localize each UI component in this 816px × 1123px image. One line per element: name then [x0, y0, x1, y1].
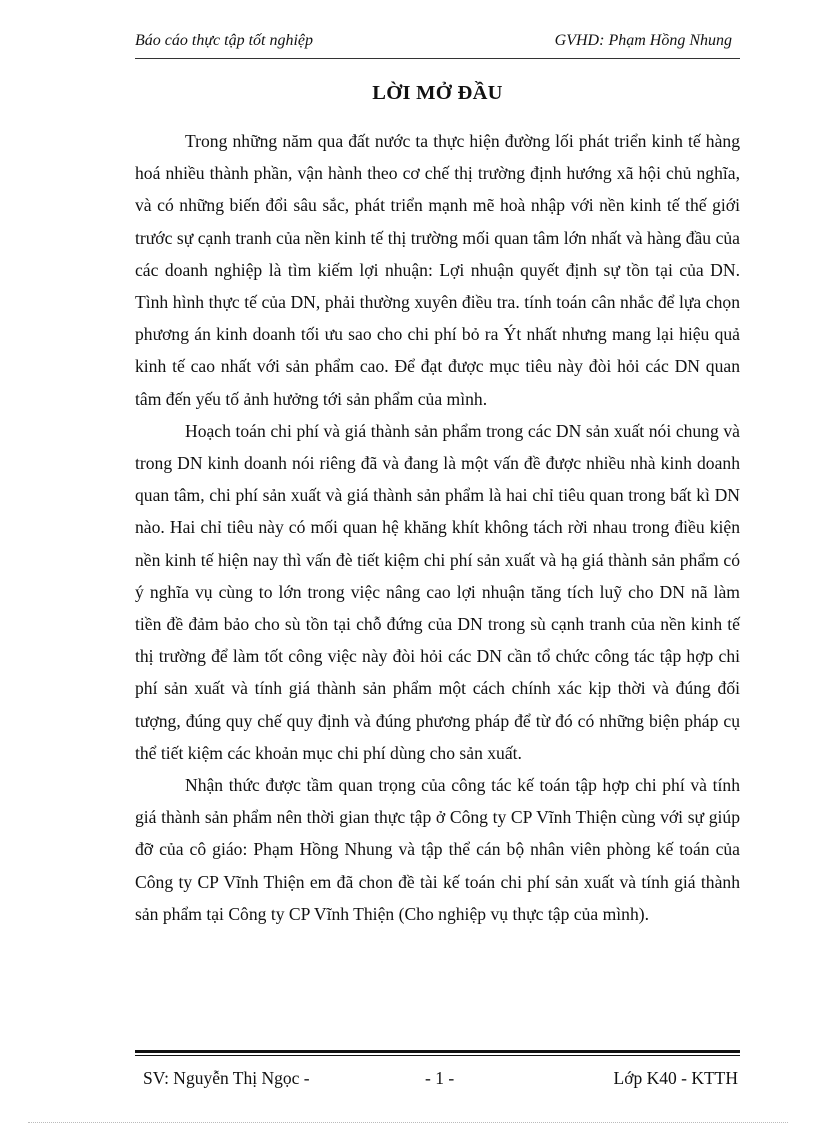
header-rule [135, 58, 740, 59]
footer-rule-thin [135, 1055, 740, 1056]
header-report-title: Báo cáo thực tập tốt nghiệp [135, 32, 314, 49]
body-text [135, 125, 740, 930]
page-footer [135, 1048, 740, 1108]
footer-class: Lớp K40 - KTTH [613, 1068, 738, 1088]
paragraph-3: Nhận thức được tầm quan trọng của công tác kế toán tập hợp chi phí và tính giá thành sản phẩm nên thời gian thực tập ở Công ty CP Vĩnh Thiện cùng với sự giúp đỡ của cô giáo: Phạm Hồng Nhung và tập thể cán bộ nhân viên phòng kế toán của Công ty CP Vĩnh Thiện em đã chon đề tài kế toán chi phí sản xuất và tính giá thành sản phẩm tại Công ty CP Vĩnh Thiện (Cho nghiệp vụ thực tập của mình). [135, 775, 740, 924]
footer-page-number: - 1 - [425, 1068, 455, 1088]
footer-rule-thick [135, 1050, 740, 1053]
footer-student: SV: Nguyễn Thị Ngọc - [143, 1068, 310, 1088]
header-supervisor: GVHD: Phạm Hồng Nhung [554, 32, 732, 49]
page-header [135, 30, 740, 60]
paragraph-2: Hoạch toán chi phí và giá thành sản phẩm trong các DN sản xuất nói chung và trong DN kinh doanh nói riêng đã và đang là một vấn đề được nhiều nhà kinh doanh quan tâm, chi phí sản xuất và giá thành sản phẩm là hai chỉ tiêu quan trong bất kì DN nào. Hai chỉ tiêu này có mối quan hệ khăng khít không tách rời nhau trong điều kiện nền kinh tế hiện nay thì vấn đè tiết kiệm chi phí sản xuất và hạ giá thành sản phẩm có ý nghĩa vụ cùng to lớn trong việc nâng cao lợi nhuận tăng tích luỹ cho DN nã làm tiền đề đảm bảo cho sù tồn tại chỗ đứng của DN trong sù cạnh tranh của nền kinh tế thị trường để làm tốt công việc này đòi hỏi các DN cần tổ chức công tác tập hợp chi phí sản xuất và tính giá thành sản phẩm một cách chính xác kịp thời và đúng đối tượng, đúng quy chế quy định và đúng phương pháp để từ đó có những biện pháp cụ thể tiết kiệm các khoản mục chi phí dùng cho sản xuất. [135, 420, 740, 763]
page-title: LỜI MỞ ĐẦU [372, 82, 503, 104]
paragraph-1: Trong những năm qua đất nước ta thực hiện đường lối phát triển kinh tế hàng hoá nhiều thành phần, vận hành theo cơ chế thị trường định hướng xã hội chủ nghĩa, và có những biến đổi sâu sắc, phát triển mạnh mẽ hoà nhập với nền kinh tế thế giới trước sự cạnh tranh của nền kinh tế thị trường mối quan tâm lớn nhất và hàng đầu của các doanh nghiệp là tìm kiếm lợi nhuận: Lợi nhuận quyết định sự tồn tại của DN. Tình hình thực tế của DN, phải thường xuyên điều tra. tính toán cân nhắc để lựa chọn phương án kinh doanh tối ưu sao cho chi phí bỏ ra Ýt nhất nhưng mang lại hiệu quả kinh tế cao nhất với sản phẩm cao. Để đạt được mục tiêu này đòi hỏi các DN quan tâm đến yếu tố ảnh hưởng tới sản phẩm của mình. [135, 131, 740, 409]
